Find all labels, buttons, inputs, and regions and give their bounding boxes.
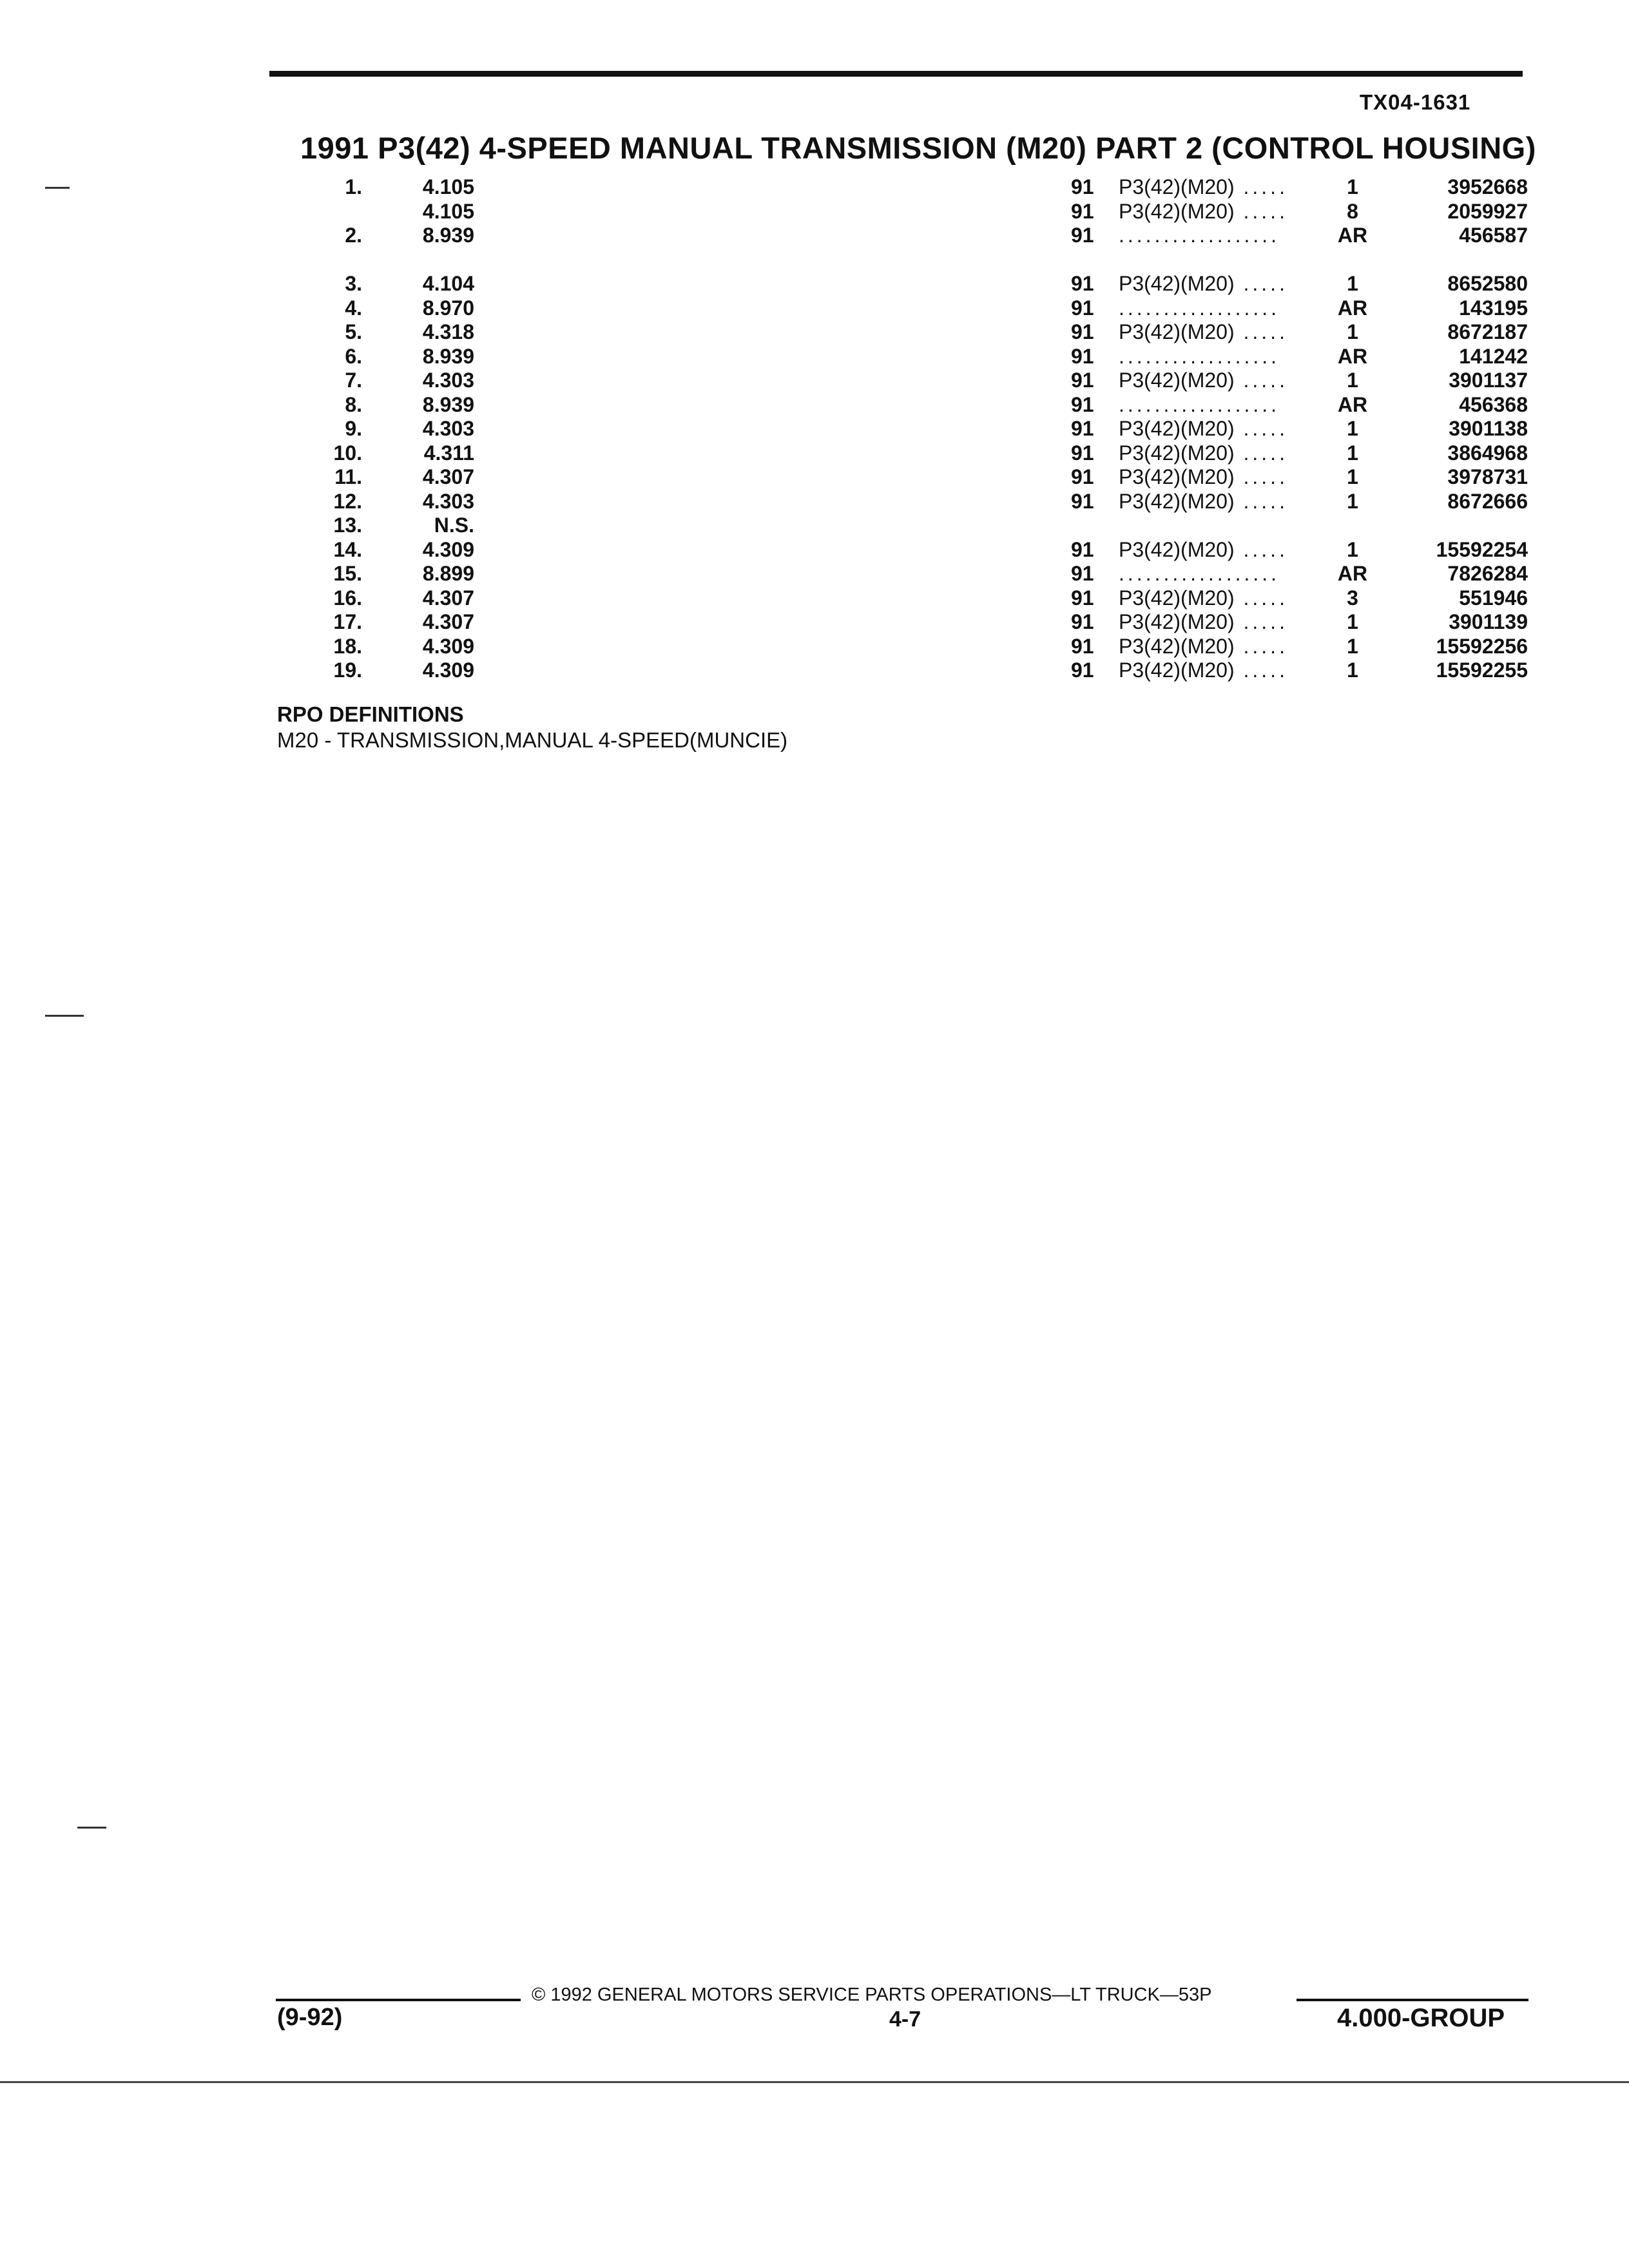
model-year: 91: [1067, 586, 1110, 610]
model-code-text: P3(42)(M20): [1119, 175, 1235, 198]
model-code-text: P3(42)(M20): [1119, 489, 1235, 513]
parts-row: [300, 369, 1528, 393]
footer-page-number: 4-7: [889, 2007, 921, 2032]
leader-dots: ..................: [1119, 344, 1280, 368]
model-code-text: P3(42)(M20): [1119, 537, 1235, 561]
model-year: 91: [1067, 272, 1110, 296]
model-code-text: P3(42)(M20): [1119, 658, 1235, 682]
group-number: 8.899: [422, 562, 474, 585]
model-code: [1119, 369, 1318, 392]
model-code: [1119, 417, 1318, 441]
leader-dots: .....: [1234, 658, 1288, 682]
part-number: 15592256: [1396, 635, 1528, 658]
item-number: 10.: [333, 441, 362, 465]
model-code: [1119, 586, 1318, 610]
model-year: 91: [1067, 296, 1110, 320]
group-number: 4.307: [422, 586, 474, 610]
rpo-definition-line: M20 - TRANSMISSION,MANUAL 4-SPEED(MUNCIE): [277, 728, 788, 752]
quantity: AR: [1317, 296, 1388, 320]
item-number: 8.: [345, 392, 362, 416]
parts-row: [300, 514, 1528, 538]
quantity: 1: [1317, 465, 1388, 489]
leader-dots: .....: [1234, 489, 1288, 513]
item-number: 7.: [345, 369, 362, 392]
quantity: 1: [1317, 635, 1388, 658]
item-number: 18.: [333, 634, 362, 658]
group-number: 4.303: [422, 369, 474, 392]
model-code: [1119, 658, 1318, 682]
item-number: 4.: [345, 296, 362, 320]
quantity: 1: [1317, 417, 1388, 441]
model-year: 91: [1067, 538, 1110, 562]
model-code-text: P3(42)(M20): [1119, 441, 1235, 465]
leader-dots: ..................: [1119, 392, 1280, 416]
model-year: 91: [1067, 562, 1110, 586]
scan-mark: [45, 1015, 84, 1017]
group-number: 4.309: [422, 537, 474, 561]
parts-row: [300, 610, 1528, 635]
parts-row: [300, 393, 1528, 418]
part-number: 3901139: [1396, 610, 1528, 634]
quantity: 1: [1317, 441, 1388, 465]
model-year: 91: [1067, 417, 1110, 441]
group-number: 4.318: [422, 320, 474, 343]
rpo-heading: RPO DEFINITIONS: [277, 702, 464, 726]
leader-dots: .....: [1234, 537, 1288, 561]
part-number: 2059927: [1396, 200, 1528, 224]
item-number: 2.: [345, 224, 362, 247]
parts-row: [300, 538, 1528, 562]
model-code-text: P3(42)(M20): [1119, 272, 1235, 295]
item-number: 14.: [333, 537, 362, 561]
part-number: 3901137: [1396, 369, 1528, 392]
model-code: [1119, 635, 1318, 658]
leader-dots: .....: [1234, 320, 1288, 343]
quantity: 1: [1317, 658, 1388, 682]
group-number: N.S.: [434, 514, 474, 537]
leader-dots: ..................: [1119, 562, 1280, 585]
parts-row: [300, 272, 1528, 296]
quantity: 1: [1317, 320, 1388, 344]
part-number: 141242: [1396, 345, 1528, 369]
part-number: 3978731: [1396, 465, 1528, 489]
model-code-text: P3(42)(M20): [1119, 417, 1235, 440]
model-code-text: P3(42)(M20): [1119, 369, 1235, 392]
part-number: 8652580: [1396, 272, 1528, 296]
parts-row: [300, 417, 1528, 441]
model-code-text: P3(42)(M20): [1119, 586, 1235, 610]
part-number: 8672666: [1396, 490, 1528, 514]
leader-dots: .....: [1234, 272, 1288, 295]
footer-date: (9-92): [277, 2004, 343, 2031]
parts-row: [300, 490, 1528, 514]
item-number: 13.: [333, 514, 362, 537]
part-number: 143195: [1396, 296, 1528, 320]
model-year: 91: [1067, 175, 1110, 199]
page-title: 1991 P3(42) 4-SPEED MANUAL TRANSMISSION (M20) PART 2 (CONTROL HOUSING): [300, 131, 1536, 165]
group-number: 4.311: [423, 441, 474, 465]
model-year: 91: [1067, 200, 1110, 224]
model-code: [1119, 224, 1318, 247]
quantity: 1: [1317, 490, 1388, 514]
parts-row: [300, 562, 1528, 586]
group-number: 4.303: [422, 489, 474, 513]
quantity: 1: [1317, 369, 1388, 392]
group-number: 4.307: [422, 610, 474, 633]
quantity: 1: [1317, 272, 1388, 296]
leader-dots: .....: [1234, 465, 1288, 488]
model-code-text: P3(42)(M20): [1119, 634, 1235, 658]
group-number: 4.307: [422, 465, 474, 488]
parts-list: [300, 175, 1528, 683]
item-number: 3.: [345, 272, 362, 295]
quantity: 1: [1317, 610, 1388, 634]
leader-dots: .....: [1234, 417, 1288, 440]
part-number: 456368: [1396, 393, 1528, 417]
part-number: 3952668: [1396, 175, 1528, 199]
parts-row: [300, 586, 1528, 611]
parts-row: [300, 635, 1528, 659]
model-year: 91: [1067, 224, 1110, 247]
group-number: 4.105: [422, 175, 474, 198]
item-number: 11.: [334, 465, 362, 488]
document-id: TX04-1631: [1360, 90, 1471, 114]
model-code: [1119, 441, 1318, 465]
scan-mark: [45, 187, 70, 189]
item-number: 12.: [333, 489, 362, 513]
model-code: [1119, 393, 1318, 417]
rpo-definitions: [277, 702, 787, 753]
model-code: [1119, 200, 1318, 224]
model-code: [1119, 610, 1318, 634]
group-number: 8.939: [422, 392, 474, 416]
model-year: 91: [1067, 610, 1110, 634]
group-number: 8.939: [422, 224, 474, 247]
part-number: 8672187: [1396, 320, 1528, 344]
item-number: 1.: [345, 175, 362, 198]
part-number: 7826284: [1396, 562, 1528, 586]
model-year: 91: [1067, 490, 1110, 514]
footer-rule-left: [276, 1999, 521, 2001]
part-number: 15592255: [1396, 658, 1528, 682]
model-code: [1119, 465, 1318, 489]
group-number: 8.970: [422, 296, 474, 320]
item-number: 15.: [333, 562, 362, 585]
parts-row: [300, 441, 1528, 466]
model-code-text: P3(42)(M20): [1119, 199, 1235, 223]
leader-dots: .....: [1234, 634, 1288, 658]
quantity: 8: [1317, 200, 1388, 224]
model-year: 91: [1067, 635, 1110, 658]
model-year: 91: [1067, 658, 1110, 682]
part-number: 551946: [1396, 586, 1528, 610]
item-number: 6.: [345, 344, 362, 368]
part-number: 15592254: [1396, 538, 1528, 562]
model-code: [1119, 296, 1318, 320]
group-number: 4.303: [422, 417, 474, 440]
part-number: 456587: [1396, 224, 1528, 247]
part-number: 3864968: [1396, 441, 1528, 465]
model-code-text: P3(42)(M20): [1119, 320, 1235, 343]
quantity: 1: [1317, 175, 1388, 199]
parts-row: [300, 658, 1528, 683]
quantity: 1: [1317, 538, 1388, 562]
parts-row: [300, 345, 1528, 369]
leader-dots: .....: [1234, 199, 1288, 223]
quantity: AR: [1317, 345, 1388, 369]
footer-rule-right: [1296, 1999, 1528, 2001]
model-year: 91: [1067, 441, 1110, 465]
model-code: [1119, 562, 1318, 586]
model-year: 91: [1067, 320, 1110, 344]
model-year: 91: [1067, 369, 1110, 392]
group-number: 4.105: [422, 199, 474, 223]
item-number: 17.: [333, 610, 362, 633]
quantity: AR: [1317, 562, 1388, 586]
parts-row: [300, 296, 1528, 321]
leader-dots: ..................: [1119, 224, 1280, 247]
group-number: 8.939: [422, 344, 474, 368]
quantity: AR: [1317, 393, 1388, 417]
model-code: [1119, 345, 1318, 369]
page-edge-rule: [0, 2081, 1629, 2083]
header-rule: [269, 71, 1523, 77]
model-code: [1119, 490, 1318, 514]
model-year: 91: [1067, 345, 1110, 369]
group-number: 4.309: [422, 634, 474, 658]
leader-dots: .....: [1234, 441, 1288, 465]
model-code-text: P3(42)(M20): [1119, 465, 1235, 488]
item-number: 16.: [333, 586, 362, 610]
model-code: [1119, 320, 1318, 344]
leader-dots: .....: [1234, 175, 1288, 198]
model-code: [1119, 538, 1318, 562]
quantity: 3: [1317, 586, 1388, 610]
model-code: [1119, 272, 1318, 296]
model-code-text: P3(42)(M20): [1119, 610, 1235, 633]
model-year: 91: [1067, 465, 1110, 489]
parts-row: [300, 224, 1528, 272]
model-year: 91: [1067, 393, 1110, 417]
parts-row: [300, 465, 1528, 490]
footer-copyright: © 1992 GENERAL MOTORS SERVICE PARTS OPERATIONS—LT TRUCK—53P: [532, 1984, 1212, 2005]
leader-dots: .....: [1234, 610, 1288, 633]
scan-mark: [77, 1827, 106, 1829]
model-code: [1119, 175, 1318, 199]
part-number: 3901138: [1396, 417, 1528, 441]
leader-dots: .....: [1234, 369, 1288, 392]
item-number: 9.: [345, 417, 362, 440]
footer-group: 4.000-GROUP: [1337, 2004, 1505, 2032]
group-number: 4.104: [422, 272, 474, 295]
item-number: 19.: [333, 658, 362, 682]
item-number: 5.: [345, 320, 362, 343]
parts-row: [300, 200, 1528, 224]
parts-row: [300, 320, 1528, 345]
leader-dots: .....: [1234, 586, 1288, 610]
group-number: 4.309: [422, 658, 474, 682]
quantity: AR: [1317, 224, 1388, 247]
leader-dots: ..................: [1119, 296, 1280, 320]
parts-row: [300, 175, 1528, 200]
